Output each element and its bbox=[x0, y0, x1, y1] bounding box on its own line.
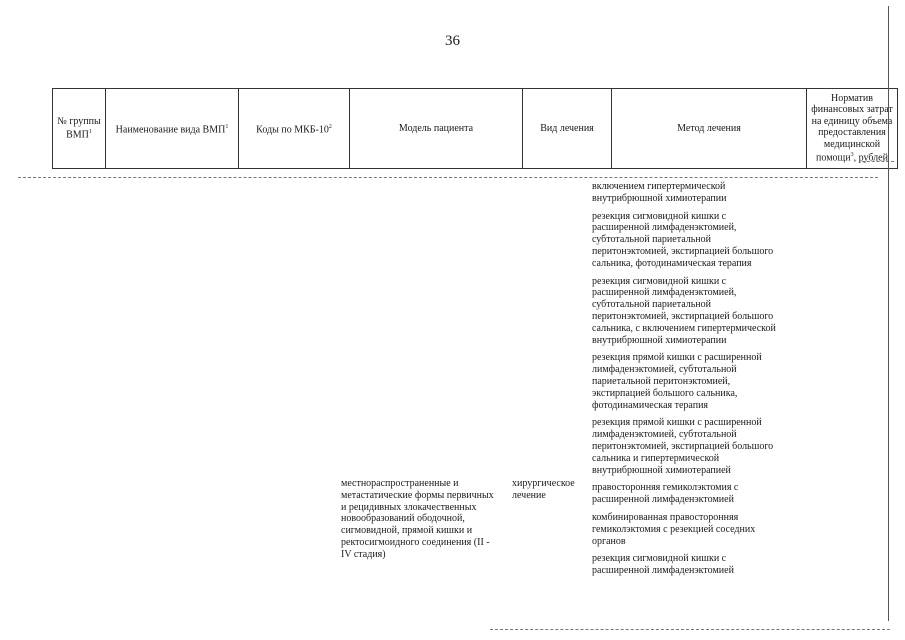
treatment-type-text: хирургическое лечение bbox=[512, 478, 575, 501]
method-item: резекция сигмовидной кишки с расширенной лимфаденэктомией, субтотальной париетальной перитонэктомией, экстирпацией большого сальника, с включением гипертермической внутрибрюшной химиотерапии bbox=[592, 275, 776, 346]
page-number: 36 bbox=[445, 33, 460, 49]
method-item: резекция прямой кишки с расширенной лимфаденэктомией, субтотальной париетальной перитонэктомией, экстирпацией большого сальника, фотодинамическая терапия bbox=[592, 352, 762, 411]
header-group-number: № группы ВМП$^1$ bbox=[53, 89, 106, 169]
method-item: резекция сигмовидной кишки с расширенной лимфаденэктомией bbox=[592, 553, 734, 577]
right-margin-line bbox=[888, 6, 889, 621]
header-icd-codes: Коды по МКБ-$10^2$ bbox=[239, 89, 350, 169]
treatment-methods bbox=[592, 181, 778, 583]
header-treatment-method: Метод лечения bbox=[612, 89, 807, 169]
method-item: резекция сигмовидной кишки с расширенной лимфаденэктомией, субтотальной париетальной перитонэктомией, экстирпацией большого сальника, фотодинамическая терапия bbox=[592, 210, 774, 269]
method-item: правосторонняя гемиколэктомия с расширенной лимфаденэктомией bbox=[592, 482, 739, 506]
method-item: резекция прямой кишки с расширенной лимфаденэктомией, субтотальной перитонэктомией, экстирпацией большого сальника и гипертермической внутрибрюшной химиотерапией bbox=[592, 417, 774, 476]
header-right-dash bbox=[862, 161, 894, 162]
row-separator bbox=[18, 177, 878, 178]
patient-model-text: местнораспространенные и метастатические формы первичных и рецидивных злокачественных новообразований ободочной, сигмовидной, прямой кишки и ректосигмоидного соединения (II - IV стадия) bbox=[341, 478, 494, 560]
header-vmp-name: Наименование вида ВМП$^1$ bbox=[106, 89, 239, 169]
bottom-edge-line bbox=[490, 629, 890, 630]
header-patient-model: Модель пациента bbox=[350, 89, 523, 169]
table-header bbox=[52, 88, 898, 169]
method-item: комбинированная правосторонняя гемиколэктомия с резекцией соседних органов bbox=[592, 511, 756, 547]
header-treatment-type: Вид лечения bbox=[523, 89, 612, 169]
header-financial-norm: Норматив финансовых затрат на единицу объема предоставления медицинской помощи$^3$, рублей bbox=[807, 89, 898, 169]
method-item: включением гипертермической внутрибрюшной химиотерапии bbox=[592, 181, 727, 204]
